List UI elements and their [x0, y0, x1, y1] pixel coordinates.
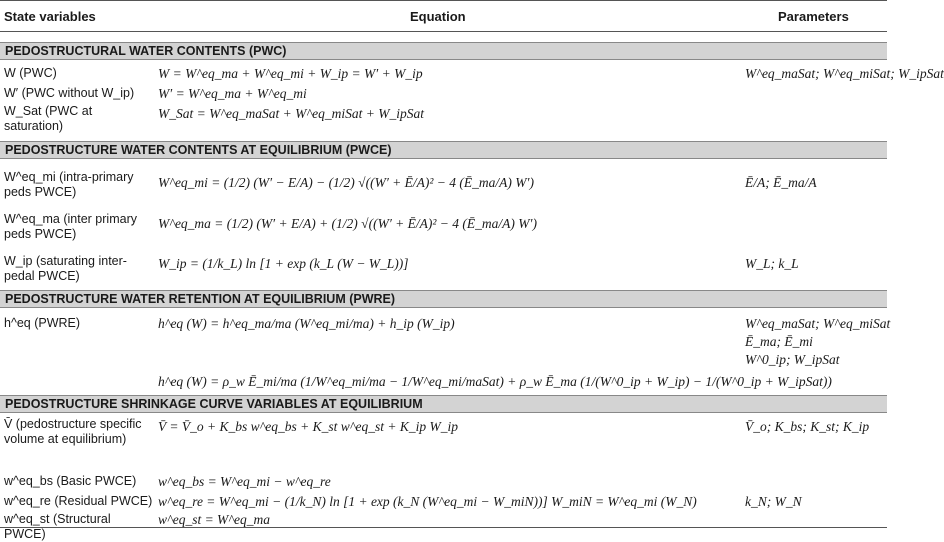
- params-h-eq-3: W^0_ip; W_ipSat: [745, 352, 840, 367]
- params-w-re: k_N; W_N: [745, 494, 802, 509]
- section-shrinkage-title: PEDOSTRUCTURE SHRINKAGE CURVE VARIABLES AT EQUILIBRIUM: [0, 395, 887, 413]
- section-pwre-title: PEDOSTRUCTURE WATER RETENTION AT EQUILIBRIUM (PWRE): [0, 290, 887, 308]
- equation-w-st: w^eq_st = W^eq_ma: [158, 512, 270, 527]
- state-h-eq: h^eq (PWRE): [4, 316, 81, 330]
- params-w: W^eq_maSat; W^eq_miSat; W_ipSat: [745, 66, 944, 81]
- equation-w-mi: W^eq_mi = (1/2) (W′ − E/A) − (1/2) √((W′ + Ē/A)² − 4 (Ē_ma/A) W′): [158, 175, 534, 190]
- params-h-eq-1: W^eq_maSat; W^eq_miSat: [745, 316, 891, 331]
- section-pwc-title: PEDOSTRUCTURAL WATER CONTENTS (PWC): [0, 42, 887, 60]
- params-h-eq-2: Ē_ma; Ē_mi: [745, 334, 813, 349]
- equation-w-ip: W_ip = (1/k_L) ln [1 + exp (k_L (W − W_L))]: [158, 256, 409, 271]
- table-header: [0, 0, 887, 32]
- equation-w-re: w^eq_re = W^eq_mi − (1/k_N) ln [1 + exp (k_N (W^eq_mi − W_miN))] W_miN = W^eq_mi (W_N): [158, 494, 697, 509]
- params-w-ip: W_L; k_L: [745, 256, 799, 271]
- header-parameters: Parameters: [778, 9, 849, 24]
- state-w: W (PWC): [4, 66, 57, 80]
- header-equation: Equation: [410, 9, 466, 24]
- state-v-bar: V̄ (pedostructure specific volume at equilibrium): [4, 417, 142, 446]
- header-state-variables: State variables: [4, 9, 96, 24]
- state-w-sat: W_Sat (PWC at saturation): [4, 104, 93, 133]
- section-pwce-title: PEDOSTRUCTURE WATER CONTENTS AT EQUILIBRIUM (PWCE): [0, 141, 887, 159]
- bottom-rule: [0, 527, 887, 528]
- params-w-mi: Ē/A; Ē_ma/A: [745, 175, 817, 190]
- equation-h-eq-1: h^eq (W) = h^eq_ma/ma (W^eq_mi/ma) + h_ip (W_ip): [158, 316, 455, 331]
- equation-w-ma: W^eq_ma = (1/2) (W′ + E/A) + (1/2) √((W′ + Ē/A)² − 4 (Ē_ma/A) W′): [158, 216, 537, 231]
- equation-h-eq-2: h^eq (W) = ρ_w Ē_mi/ma (1/W^eq_mi/ma − 1/W^eq_mi/maSat) + ρ_w Ē_ma (1/(W^0_ip + W_ip) − 1/(W^0_ip + W_ipSat)): [158, 374, 832, 389]
- equation-v-bar: V̄ = V̄_o + K_bs w^eq_bs + K_st w^eq_st + K_ip W_ip: [158, 419, 458, 434]
- equation-w: W = W^eq_ma + W^eq_mi + W_ip = W′ + W_ip: [158, 66, 423, 81]
- state-w-re: w^eq_re (Residual PWCE): [4, 494, 153, 508]
- state-w-bs: w^eq_bs (Basic PWCE): [4, 474, 137, 488]
- state-w-mi: W^eq_mi (intra-primary peds PWCE): [4, 170, 134, 199]
- equation-w-bs: w^eq_bs = W^eq_mi − w^eq_re: [158, 474, 331, 489]
- params-v-bar: V̄_o; K_bs; K_st; K_ip: [745, 419, 870, 434]
- state-w-st: w^eq_st (Structural PWCE): [4, 512, 111, 541]
- state-w-prime: W′ (PWC without W_ip): [4, 86, 135, 100]
- equation-w-sat: W_Sat = W^eq_maSat + W^eq_miSat + W_ipSat: [158, 106, 424, 121]
- state-w-ip: W_ip (saturating inter-pedal PWCE): [4, 254, 127, 283]
- state-w-ma: W^eq_ma (inter primary peds PWCE): [4, 212, 137, 241]
- equation-w-prime: W′ = W^eq_ma + W^eq_mi: [158, 86, 307, 101]
